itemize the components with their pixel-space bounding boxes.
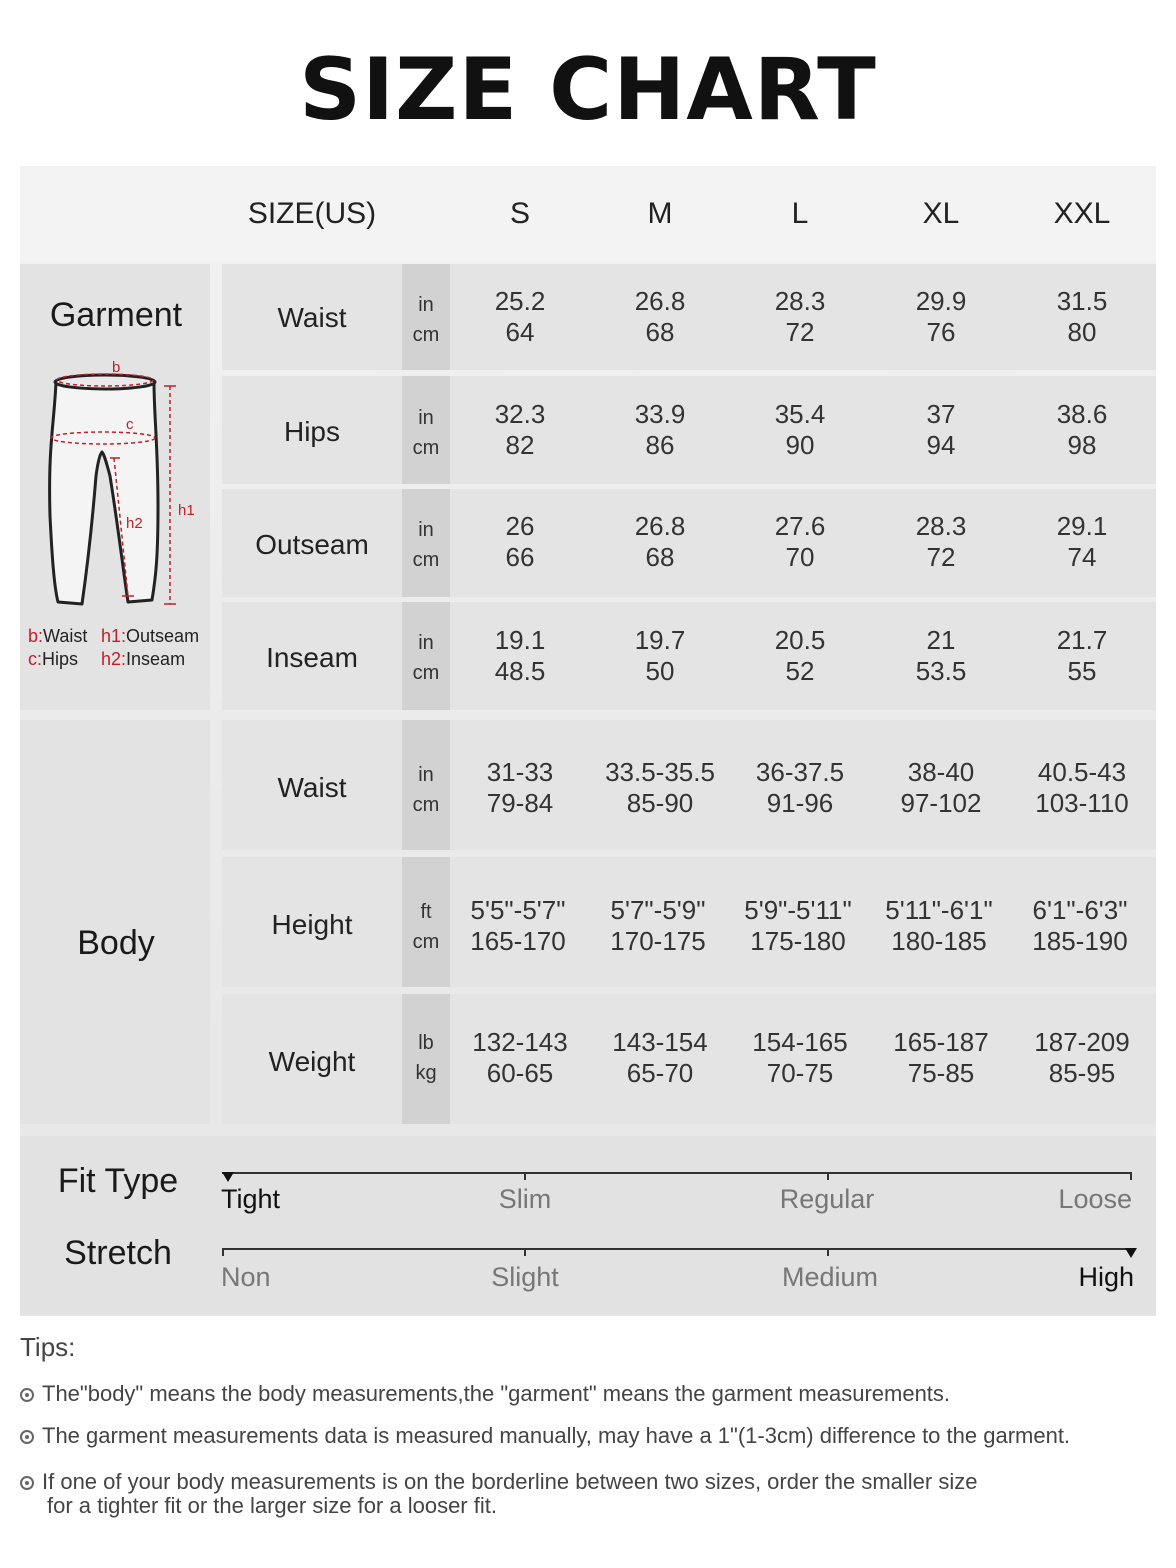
table-cell: 31.5 80	[1056, 286, 1108, 347]
table-cell: 26.8 68	[634, 511, 686, 572]
bullet-icon	[20, 1430, 34, 1444]
size-header-xxl: XXL	[1053, 197, 1111, 230]
table-cell: 37 94	[926, 399, 956, 460]
table-cell: 19.1 48.5	[494, 625, 546, 686]
unit-label: in cm	[412, 294, 440, 346]
fit-option-slim: Slim	[498, 1184, 552, 1214]
tips-title: Tips:	[20, 1332, 76, 1362]
garment-label: Garment	[49, 296, 183, 334]
row-label-outseam: Outseam	[255, 529, 369, 560]
table-cell: 21 53.5	[915, 625, 967, 686]
fit-option-loose: Loose	[1058, 1184, 1132, 1214]
pants-diagram-icon	[40, 356, 200, 612]
size-header-l: L	[791, 197, 809, 230]
stretch-option-slight: Slight	[491, 1262, 559, 1292]
table-cell: 5'7"-5'9" 170-175	[610, 895, 706, 956]
tip-item: The"body" means the body measurements,the "garment" means the garment measurements.	[20, 1382, 1160, 1406]
unit-label: in cm	[412, 519, 440, 571]
scale-tick	[222, 1248, 224, 1256]
stretch-label: Stretch	[64, 1234, 172, 1272]
scale-tick	[524, 1172, 526, 1180]
stretch-scale-line	[222, 1248, 1132, 1250]
row-label-inseam: Inseam	[266, 642, 358, 673]
table-cell: 36-37.5 91-96	[755, 757, 845, 818]
table-cell: 25.2 64	[494, 286, 546, 347]
row-label-body-waist: Waist	[277, 772, 347, 803]
fit-option-tight: Tight	[221, 1184, 281, 1214]
size-header-s: S	[509, 197, 530, 230]
table-cell: 20.5 52	[774, 625, 826, 686]
size-header-xl: XL	[922, 197, 960, 230]
scale-tick	[827, 1172, 829, 1180]
table-cell: 33.5-35.5 85-90	[605, 757, 715, 818]
table-cell: 35.4 90	[774, 399, 826, 460]
tip-item: If one of your body measurements is on the borderline between two sizes, order the smaller size for a tighter fit or the larger size for a looser fit.	[20, 1470, 1160, 1518]
row-label-waist: Waist	[277, 302, 347, 333]
legend-waist: b:Waist	[28, 626, 88, 646]
bullet-icon	[20, 1476, 34, 1490]
table-cell: 19.7 50	[634, 625, 686, 686]
table-cell: 40.5-43 103-110	[1035, 757, 1129, 818]
table-cell: 26.8 68	[634, 286, 686, 347]
size-us-header: SIZE(US)	[247, 197, 377, 230]
legend-hips: c:Hips	[28, 649, 79, 669]
table-cell: 165-187 75-85	[893, 1027, 989, 1088]
table-cell: 38-40 97-102	[900, 757, 982, 818]
table-cell: 33.9 86	[634, 399, 686, 460]
page-title: SIZE CHART	[299, 40, 877, 140]
table-cell: 32.3 82	[494, 399, 546, 460]
row-label-height: Height	[271, 909, 353, 940]
scale-tick	[827, 1248, 829, 1256]
legend-outseam: h1:Outseam	[101, 626, 200, 646]
unit-label: in cm	[412, 764, 440, 816]
fit-type-scale-line	[222, 1172, 1132, 1174]
diagram-label-h2: h2	[126, 515, 143, 532]
table-cell: 26 66	[505, 511, 535, 572]
stretch-option-non: Non	[221, 1262, 271, 1292]
tip-item: The garment measurements data is measured manually, may have a 1"(1-3cm) difference to the garment.	[20, 1424, 1160, 1448]
row-label-hips: Hips	[283, 416, 340, 447]
unit-label: in cm	[412, 407, 440, 459]
scale-tick	[1130, 1172, 1132, 1180]
bullet-icon	[20, 1388, 34, 1402]
stretch-option-medium: Medium	[781, 1262, 879, 1292]
table-cell: 187-209 85-95	[1034, 1027, 1130, 1088]
size-header-m: M	[647, 197, 673, 230]
table-cell: 132-143 60-65	[472, 1027, 568, 1088]
fit-type-marker-icon	[222, 1172, 234, 1182]
body-section	[20, 720, 210, 1124]
table-cell: 38.6 98	[1056, 399, 1108, 460]
fit-type-label: Fit Type	[57, 1162, 179, 1200]
table-cell: 28.3 72	[915, 511, 967, 572]
table-cell: 5'5"-5'7" 165-170	[470, 895, 566, 956]
table-cell: 31-33 79-84	[486, 757, 554, 818]
diagram-label-c: c	[126, 416, 134, 433]
fit-option-regular: Regular	[779, 1184, 875, 1214]
diagram-label-b: b	[112, 359, 121, 376]
table-cell: 154-165 70-75	[752, 1027, 848, 1088]
table-cell: 6'1"-6'3" 185-190	[1032, 895, 1128, 956]
row-label-weight: Weight	[268, 1046, 356, 1077]
stretch-marker-icon	[1125, 1248, 1137, 1258]
table-cell: 5'9"-5'11" 175-180	[744, 895, 852, 956]
table-cell: 27.6 70	[774, 511, 826, 572]
table-cell: 29.9 76	[915, 286, 967, 347]
table-cell: 143-154 65-70	[612, 1027, 708, 1088]
diagram-label-h1: h1	[178, 502, 195, 519]
table-cell: 28.3 72	[774, 286, 826, 347]
unit-label: ft cm	[412, 901, 440, 953]
table-cell: 5'11"-6'1" 180-185	[885, 895, 993, 956]
scale-tick	[524, 1248, 526, 1256]
unit-label: lb kg	[415, 1032, 437, 1084]
stretch-option-high: High	[1078, 1262, 1134, 1292]
table-cell: 21.7 55	[1056, 625, 1108, 686]
legend-inseam: h2:Inseam	[101, 649, 186, 669]
unit-label: in cm	[412, 632, 440, 684]
table-cell: 29.1 74	[1056, 511, 1108, 572]
body-label: Body	[77, 924, 155, 962]
